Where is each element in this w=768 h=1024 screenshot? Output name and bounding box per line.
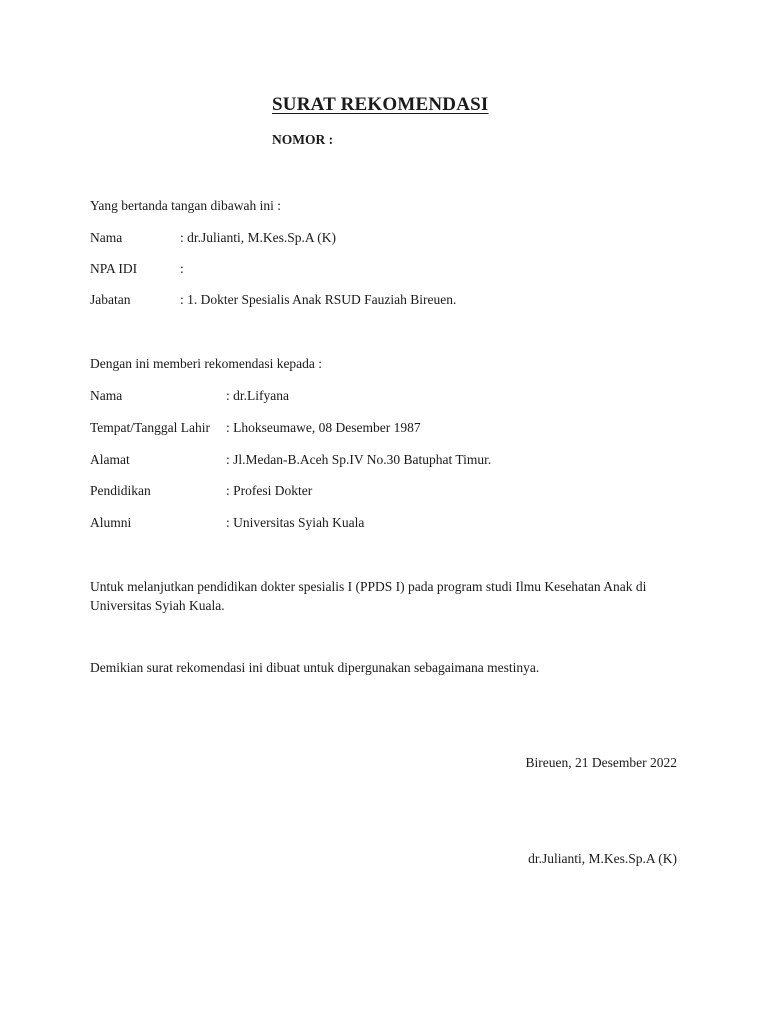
recipient-name-value: : dr.Lifyana: [226, 388, 289, 403]
signer-name-value: : dr.Julianti, M.Kes.Sp.A (K): [180, 230, 337, 245]
recipient-birth-label: Tempat/Tanggal Lahir: [90, 420, 210, 435]
signer-position-value: : 1. Dokter Spesialis Anak RSUD Fauziah Bireuen.: [180, 292, 457, 307]
recipient-name-label: Nama: [90, 388, 123, 403]
signer-position-label: Jabatan: [90, 292, 131, 307]
signer-name-label: Nama: [90, 230, 123, 245]
recipient-education-value: : Profesi Dokter: [226, 483, 313, 498]
recipient-alumni-label: Alumni: [90, 515, 132, 530]
closing-paragraph: Demikian surat rekomendasi ini dibuat untuk dipergunakan sebagaimana mestinya.: [90, 660, 540, 675]
recipient-birth-value: : Lhokseumawe, 08 Desember 1987: [226, 420, 421, 435]
letter-number: NOMOR :: [272, 132, 334, 147]
recipient-intro: Dengan ini memberi rekomendasi kepada :: [90, 356, 323, 371]
recipient-address-label: Alamat: [90, 452, 130, 467]
letter-title: SURAT REKOMENDASI: [272, 94, 489, 115]
signer-npa-value: :: [180, 261, 184, 276]
recipient-alumni-value: : Universitas Syiah Kuala: [226, 515, 365, 530]
recipient-address-value: : Jl.Medan-B.Aceh Sp.IV No.30 Batuphat Timur.: [226, 452, 492, 467]
signature-name: dr.Julianti, M.Kes.Sp.A (K): [528, 851, 677, 866]
recipient-education-label: Pendidikan: [90, 483, 151, 498]
signer-intro: Yang bertanda tangan dibawah ini :: [90, 198, 281, 213]
place-date: Bireuen, 21 Desember 2022: [525, 755, 677, 770]
signer-npa-label: NPA IDI: [90, 261, 138, 276]
purpose-paragraph: Untuk melanjutkan pendidikan dokter spesialis I (PPDS I) pada program studi Ilmu Kesehatan Anak di Universitas Syiah Kuala.: [90, 579, 647, 613]
